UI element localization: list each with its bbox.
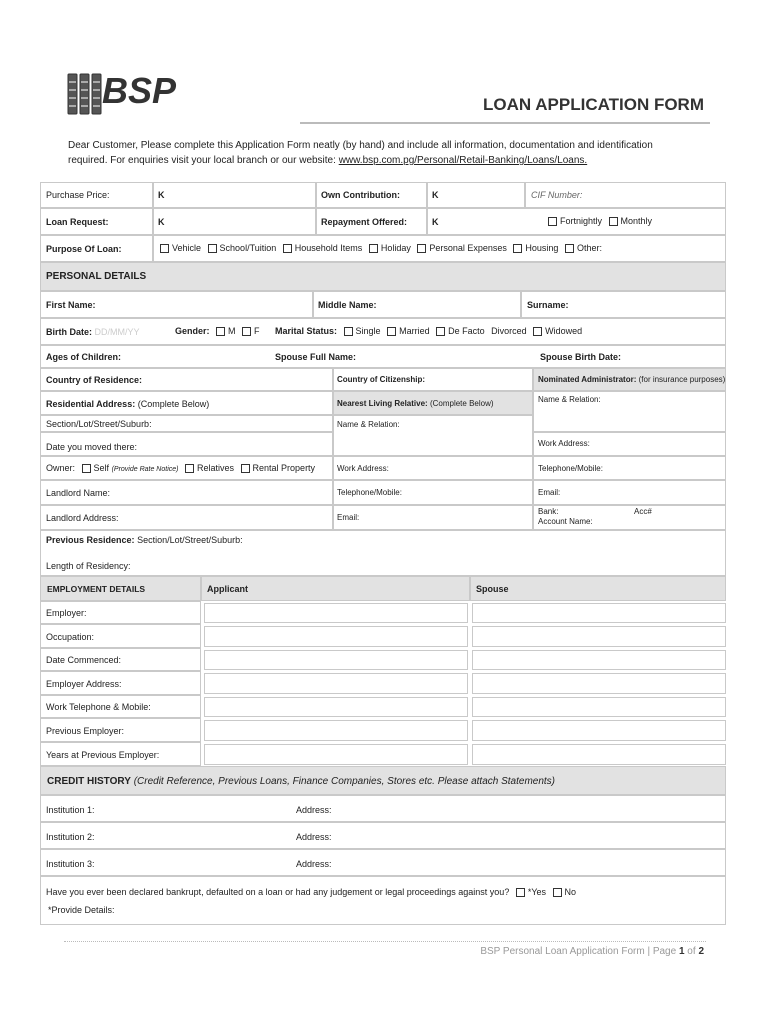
purchase-price-currency: K — [158, 190, 165, 200]
previous-residence-label: Previous Residence: — [46, 535, 135, 545]
employment-row-label: Date Commenced: — [46, 655, 122, 665]
residential-address-label: Residential Address: — [46, 399, 136, 409]
loan-request-currency: K — [158, 217, 165, 227]
fortnightly-checkbox[interactable] — [548, 217, 557, 226]
employment-row-label: Occupation: — [46, 632, 95, 642]
footer-page: 1 — [678, 946, 685, 957]
website-link[interactable]: www.bsp.com.pg/Personal/Retail-Banking/Loans/Loans. — [338, 155, 588, 166]
acc-label: Acc# — [634, 507, 652, 516]
intro-line-2 — [68, 153, 587, 168]
provide-details-label[interactable]: *Provide Details: — [48, 905, 115, 915]
page-footer — [480, 946, 704, 957]
owner-self-label: Self — [93, 463, 110, 473]
purpose-vehicle-label: Vehicle — [172, 243, 202, 253]
country-residence-label: Country of Residence: — [46, 375, 143, 385]
bankruptcy-question-row — [46, 887, 576, 897]
employment-row-label: Years at Previous Employer: — [46, 750, 160, 760]
date-commenced-applicant-input[interactable] — [204, 650, 468, 670]
purpose-household-checkbox[interactable] — [283, 244, 292, 253]
owner-rate-note: (Provide Rate Notice) — [111, 466, 179, 473]
credit-history-note: (Credit Reference, Previous Loans, Finance Companies, Stores etc. Please attach Statements) — [133, 776, 556, 787]
marital-label: Marital Status: — [275, 326, 338, 336]
repayment-offered-label: Repayment Offered: — [321, 217, 408, 227]
title-rule — [300, 122, 710, 124]
landlord-address-label: Landlord Address: — [46, 513, 119, 523]
surname-label: Surname: — [527, 300, 569, 310]
marital-field — [275, 326, 582, 336]
loan-request-label: Loan Request: — [46, 217, 109, 227]
previous-residence-sub: Section/Lot/Street/Suburb: — [137, 535, 243, 545]
ages-children-label: Ages of Children: — [46, 352, 122, 362]
personal-details-title: PERSONAL DETAILS — [46, 271, 147, 282]
gender-m-checkbox[interactable] — [216, 327, 225, 336]
footer-rule — [64, 941, 706, 942]
previous-residence-field — [46, 535, 243, 545]
owner-rental-label: Rental Property — [252, 463, 316, 473]
nearest-relative-label: Nearest Living Relative: — [337, 399, 428, 408]
institution-2-label: Institution 2: — [46, 832, 95, 842]
purchase-price-label: Purchase Price: — [46, 190, 110, 200]
owner-self-checkbox[interactable] — [82, 464, 91, 473]
bankruptcy-no-label: No — [564, 887, 577, 897]
spouse-birth-date-label: Spouse Birth Date: — [540, 352, 622, 362]
institution-3-address-label: Address: — [296, 859, 332, 869]
work-telephone-applicant-input[interactable] — [204, 697, 468, 717]
bank-label: Bank: — [538, 507, 559, 516]
gender-label: Gender: — [175, 326, 210, 336]
occupation-spouse-input[interactable] — [472, 626, 726, 647]
bankruptcy-box — [40, 876, 726, 925]
intro-line-2-text: required. For enquiries visit your local branch or our website: — [68, 155, 339, 166]
purpose-label: Purpose Of Loan: — [46, 244, 122, 254]
institution-3-label: Institution 3: — [46, 859, 95, 869]
employment-row-label: Employer Address: — [46, 679, 122, 689]
owner-label: Owner: — [46, 463, 76, 473]
birth-date-field[interactable] — [46, 327, 140, 337]
nominated-admin-label: Nominated Administrator: — [538, 375, 637, 384]
footer-text: BSP Personal Loan Application Form | Page — [480, 946, 679, 957]
marital-defacto-checkbox[interactable] — [436, 327, 445, 336]
gender-f-checkbox[interactable] — [242, 327, 251, 336]
purpose-other-label: Other: — [576, 243, 602, 253]
purchase-price-input[interactable] — [153, 182, 316, 208]
institution-1-row[interactable] — [40, 795, 726, 822]
marital-divorced-label: Divorced — [491, 326, 527, 336]
purpose-holiday-label: Holiday — [380, 243, 411, 253]
own-contribution-currency: K — [432, 190, 439, 200]
bsp-logo — [66, 70, 181, 120]
bankruptcy-no-checkbox[interactable] — [553, 888, 562, 897]
relative-work-address-label: Work Address: — [337, 464, 389, 473]
residential-address-field — [46, 399, 209, 409]
gender-f-label: F — [254, 326, 260, 336]
owner-field — [46, 463, 315, 473]
admin-work-address-label: Work Address: — [538, 439, 590, 448]
employer-address-applicant-input[interactable] — [204, 673, 468, 694]
marital-widowed-checkbox[interactable] — [533, 327, 542, 336]
marital-single-checkbox[interactable] — [344, 327, 353, 336]
monthly-checkbox[interactable] — [609, 217, 618, 226]
occupation-applicant-input[interactable] — [204, 626, 468, 647]
residential-address-note: (Complete Below) — [137, 399, 210, 409]
credit-history-title: CREDIT HISTORY — [47, 776, 131, 787]
nearest-relative-field — [337, 399, 494, 408]
purpose-housing-label: Housing — [525, 243, 559, 253]
monthly-label: Monthly — [620, 216, 653, 226]
repayment-currency: K — [432, 217, 439, 227]
owner-relatives-checkbox[interactable] — [185, 464, 194, 473]
relative-email-label: Email: — [337, 513, 360, 522]
page-title: LOAN APPLICATION FORM — [483, 95, 704, 114]
employment-row-label: Work Telephone & Mobile: — [46, 702, 151, 712]
first-name-label: First Name: — [46, 300, 96, 310]
employer-spouse-input[interactable] — [472, 603, 726, 623]
purpose-school-checkbox[interactable] — [208, 244, 217, 253]
institution-2-row[interactable] — [40, 822, 726, 849]
relative-name-relation-label: Name & Relation: — [337, 420, 400, 429]
own-contribution-label: Own Contribution: — [321, 190, 400, 200]
relative-email-input[interactable] — [333, 505, 533, 530]
repayment-frequency — [548, 216, 652, 226]
intro-line-1: Dear Customer, Please complete this Application Form neatly (by hand) and include all information, documentation and identification — [68, 140, 653, 151]
purpose-school-label: School/Tuition — [219, 243, 277, 253]
country-citizenship-label: Country of Citizenship: — [337, 375, 425, 384]
employer-applicant-input[interactable] — [204, 603, 468, 623]
footer-of: of — [684, 946, 699, 957]
relative-telephone-label: Telephone/Mobile: — [337, 488, 402, 497]
birth-date-label: Birth Date: — [46, 327, 93, 337]
employment-details-title: EMPLOYMENT DETAILS — [47, 584, 146, 594]
purpose-personal-label: Personal Expenses — [429, 243, 507, 253]
cif-number-label: CIF Number: — [531, 190, 583, 200]
employer-address-spouse-input[interactable] — [472, 673, 726, 694]
nominated-admin-field — [538, 375, 725, 384]
purpose-household-label: Household Items — [294, 243, 363, 253]
children-spouse-row — [40, 345, 726, 368]
account-name-label: Account Name: — [538, 517, 593, 526]
footer-total: 2 — [698, 946, 704, 957]
previous-employer-applicant-input[interactable] — [204, 720, 468, 741]
institution-1-address-label: Address: — [296, 805, 332, 815]
purpose-other-checkbox[interactable] — [565, 244, 574, 253]
gender-field — [175, 326, 260, 336]
admin-email-label: Email: — [538, 488, 561, 497]
loan-request-input[interactable] — [153, 208, 316, 235]
purpose-holiday-checkbox[interactable] — [369, 244, 378, 253]
marital-single-label: Single — [355, 326, 381, 336]
years-previous-spouse-input[interactable] — [472, 744, 726, 765]
purpose-personal-checkbox[interactable] — [417, 244, 426, 253]
gender-m-label: M — [228, 326, 236, 336]
institution-3-row[interactable] — [40, 849, 726, 876]
institution-1-label: Institution 1: — [46, 805, 95, 815]
own-contribution-input[interactable] — [427, 182, 525, 208]
owner-rental-checkbox[interactable] — [241, 464, 250, 473]
nominated-admin-note: (for insurance purposes) — [638, 375, 726, 384]
admin-email-input[interactable] — [533, 480, 726, 505]
date-commenced-spouse-input[interactable] — [472, 650, 726, 670]
logo-text: BSP — [102, 70, 177, 111]
bankruptcy-yes-checkbox[interactable] — [516, 888, 525, 897]
fortnightly-label: Fortnightly — [560, 216, 603, 226]
purpose-vehicle-checkbox[interactable] — [160, 244, 169, 253]
marital-married-label: Married — [399, 326, 430, 336]
birth-date-placeholder: DD/MM/YY — [94, 327, 140, 337]
landlord-name-label: Landlord Name: — [46, 488, 111, 498]
work-telephone-spouse-input[interactable] — [472, 697, 726, 717]
admin-telephone-label: Telephone/Mobile: — [538, 464, 603, 473]
employment-row-label: Employer: — [46, 608, 87, 618]
length-residency-label: Length of Residency: — [46, 561, 131, 571]
institution-2-address-label: Address: — [296, 832, 332, 842]
years-previous-applicant-input[interactable] — [204, 744, 468, 765]
owner-relatives-label: Relatives — [197, 463, 235, 473]
purpose-housing-checkbox[interactable] — [513, 244, 522, 253]
section-lot-label: Section/Lot/Street/Suburb: — [46, 419, 152, 429]
nearest-relative-note: (Complete Below) — [429, 399, 494, 408]
marital-defacto-label: De Facto — [448, 326, 485, 336]
middle-name-label: Middle Name: — [318, 300, 377, 310]
spouse-title: Spouse — [476, 584, 509, 594]
employment-row-label: Previous Employer: — [46, 726, 125, 736]
previous-employer-spouse-input[interactable] — [472, 720, 726, 741]
marital-married-checkbox[interactable] — [387, 327, 396, 336]
spouse-full-name-label: Spouse Full Name: — [275, 352, 357, 362]
purpose-options — [160, 243, 602, 253]
bankruptcy-question: Have you ever been declared bankrupt, defaulted on a loan or had any judgement or legal proceedings against you? — [46, 887, 510, 897]
bankruptcy-yes-label: *Yes — [527, 887, 547, 897]
admin-name-relation-label: Name & Relation: — [538, 395, 601, 404]
applicant-title: Applicant — [207, 584, 249, 594]
marital-widowed-label: Widowed — [545, 326, 583, 336]
date-moved-label: Date you moved there: — [46, 442, 138, 452]
credit-history-field — [47, 776, 555, 787]
